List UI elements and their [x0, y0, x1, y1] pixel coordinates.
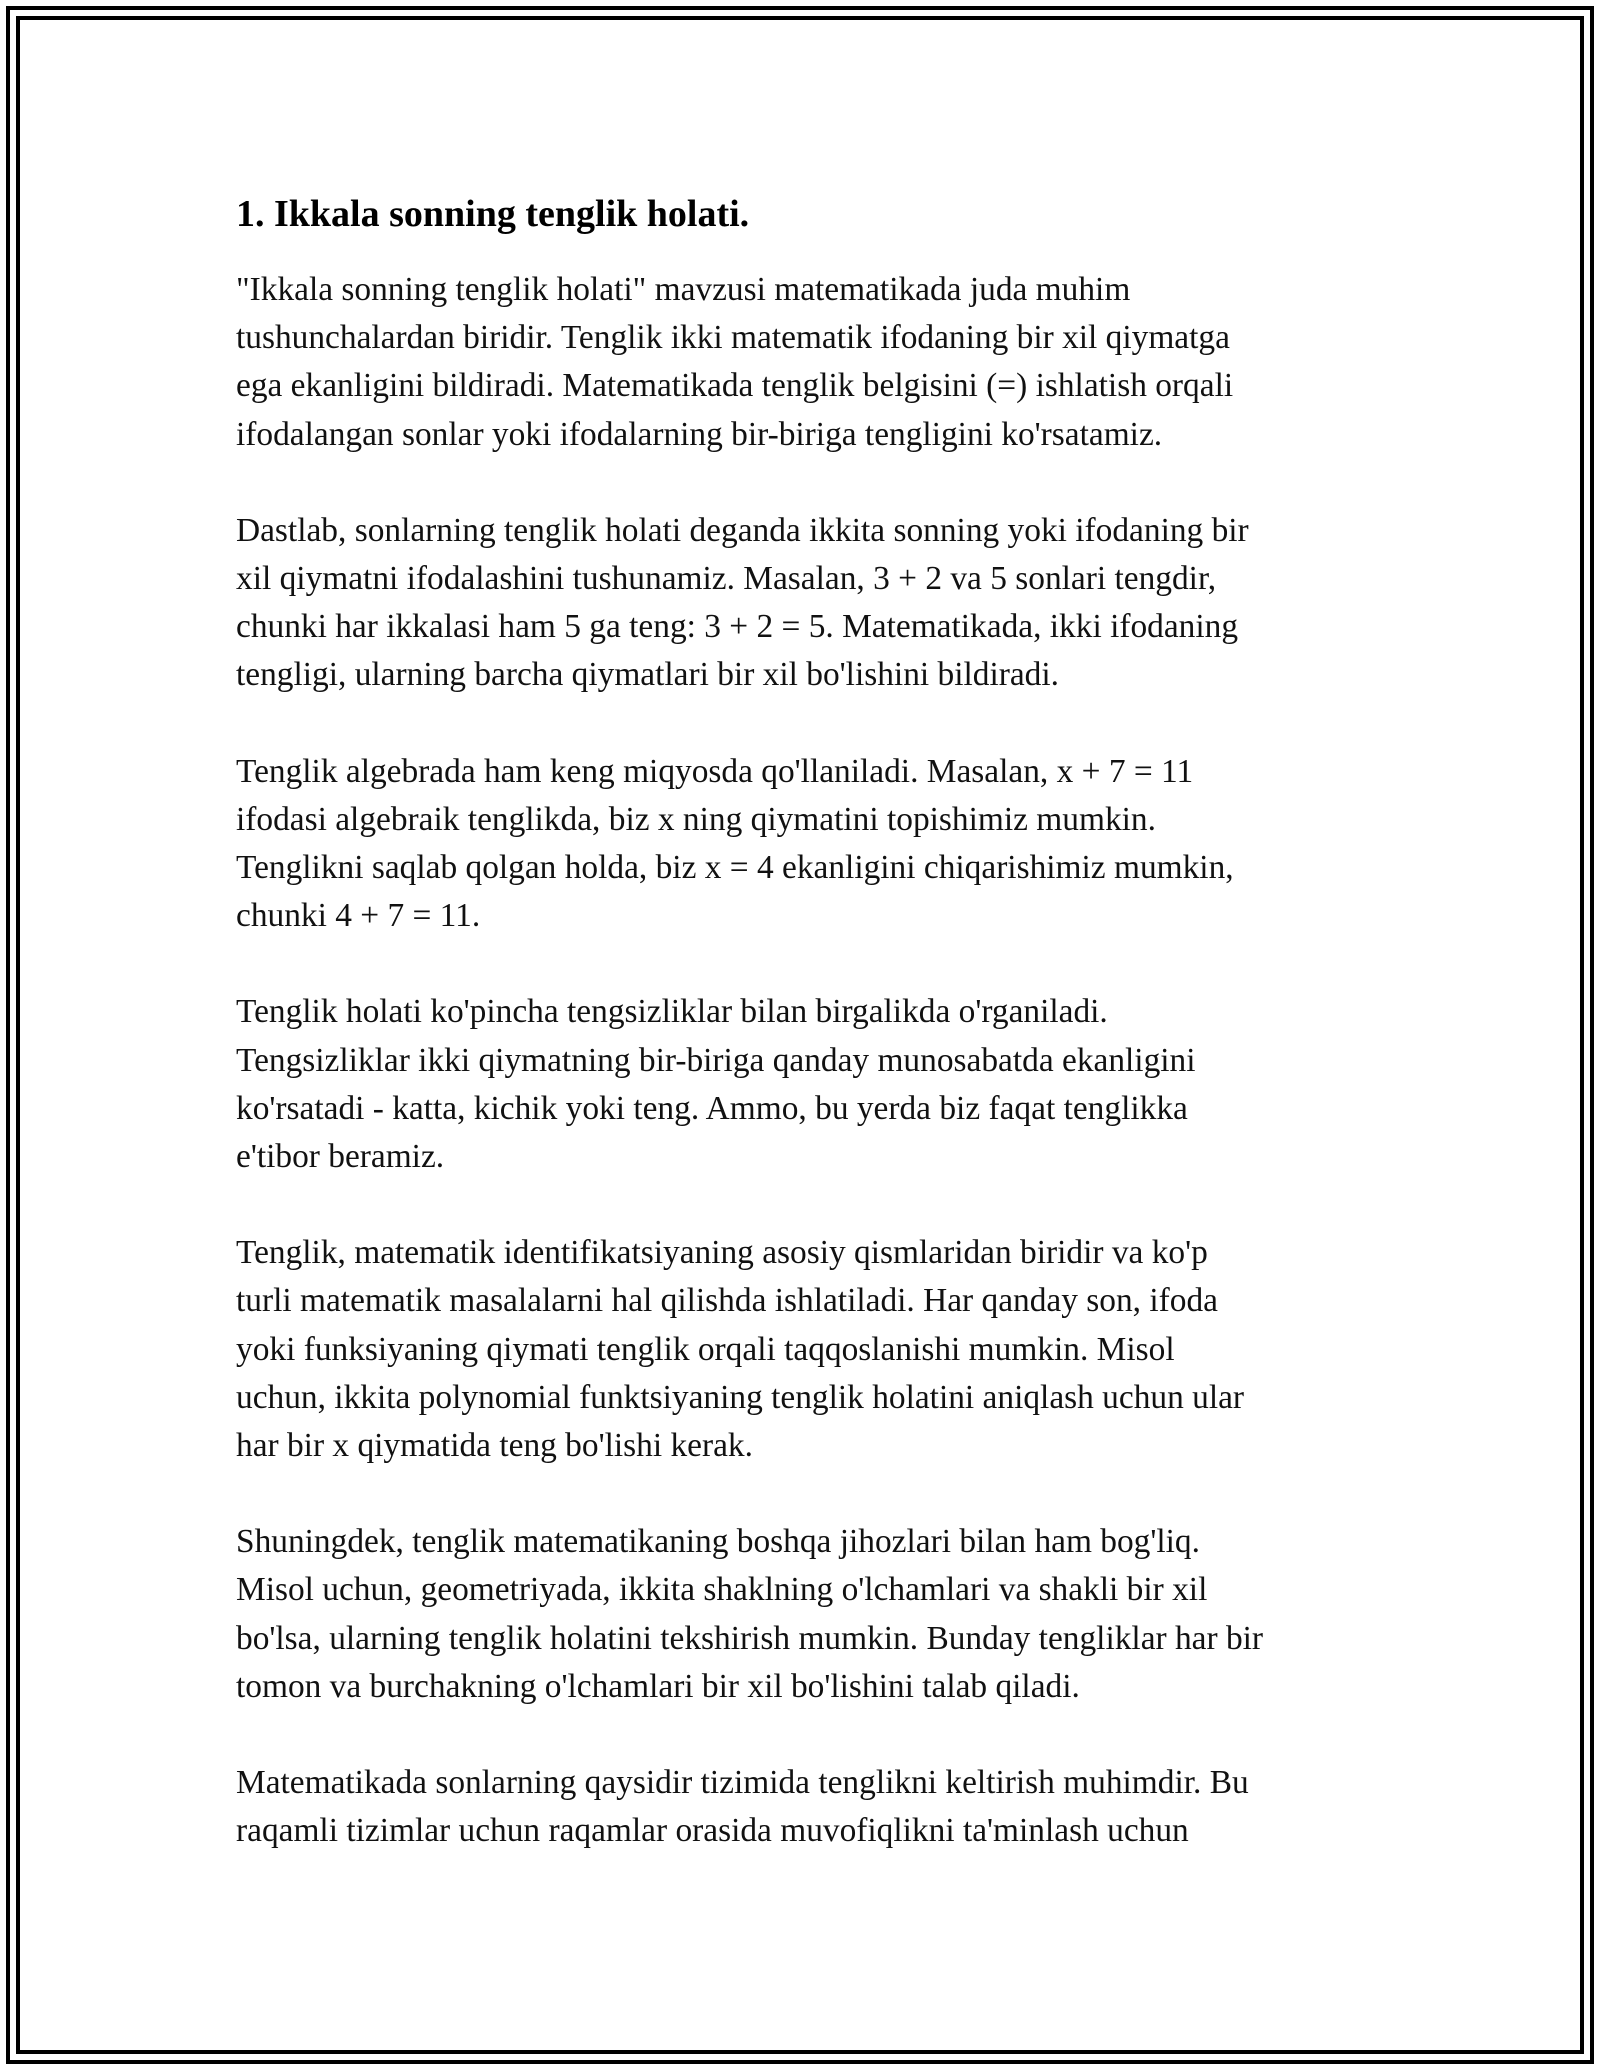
paragraph-6: Shuningdek, tenglik matematikaning boshqa jihozlari bilan ham bog'liq. Misol uchun, geometriyada, ikkita shaklning o'lchamlari va shakli bir xil bo'lsa, ularning tenglik holatini tekshirish mumkin. Bunday tengliklar har bir tomon va burchakning o'lchamlari bir xil bo'lishini talab qiladi. — [236, 1523, 1264, 1705]
document-body — [236, 186, 1376, 1903]
paragraph-2: Dastlab, sonlarning tenglik holati deganda ikkita sonning yoki ifodaning bir xil qiymatni ifodalashini tushunamiz. Masalan, 3 + 2 va 5 sonlari tengdir, chunki har ikkalasi ham 5 ga teng: 3 + 2 = 5. Matematikada, ikki ifodaning tengligi, ularning barcha qiymatlari bir xil bo'lishini bildiradi. — [236, 511, 1249, 694]
paragraph-5: Tenglik, matematik identifikatsiyaning asosiy qismlaridan biridir va ko'p turli matematik masalalarni hal qilishda ishlatiladi. Har qanday son, ifoda yoki funksiyaning qiymati tenglik orqali taqqoslanishi mumkin. Misol uchun, ikkita polynomial funktsiyaning tenglik holatini aniqlash uchun ular har bir x qiymatida teng bo'lishi kerak. — [236, 1234, 1245, 1465]
paragraph-1: "Ikkala sonning tenglik holati" mavzusi matematikada juda muhim tushunchalardan biridir. Tenglik ikki matematik ifodaning bir xil qiymatga ega ekanligini bildiradi. Matematikada tenglik belgisini (=) ishlatish orqali ifodalangan sonlar yoki ifodalarning bir-biriga tengligini ko'rsatamiz. — [236, 271, 1234, 453]
paragraph-7: Matematikada sonlarning qaysidir tizimida tenglikni keltirish muhimdir. Bu raqamli tizimlar uchun raqamlar orasida muvofiqlikni ta'minlash uchun — [236, 1764, 1249, 1850]
section-heading: 1. Ikkala sonning tenglik holati. — [236, 193, 750, 235]
paragraph-4: Tenglik holati ko'pincha tengsizliklar bilan birgalikda o'rganiladi. Tengsizliklar ikki qiymatning bir-biriga qanday munosabatda ekanligini ko'rsatadi - katta, kichik yoki teng. Ammo, bu yerda biz faqat tenglikka e'tibor beramiz. — [236, 993, 1196, 1176]
paragraph-3: Tenglik algebrada ham keng miqyosda qo'llaniladi. Masalan, x + 7 = 11 ifodasi algebraik tenglikda, biz x ning qiymatini topishimiz mumkin. Tenglikni saqlab qolgan holda, biz x = 4 ekanligini chiqarishimiz mumkin, chunki 4 + 7 = 11. — [236, 752, 1234, 935]
